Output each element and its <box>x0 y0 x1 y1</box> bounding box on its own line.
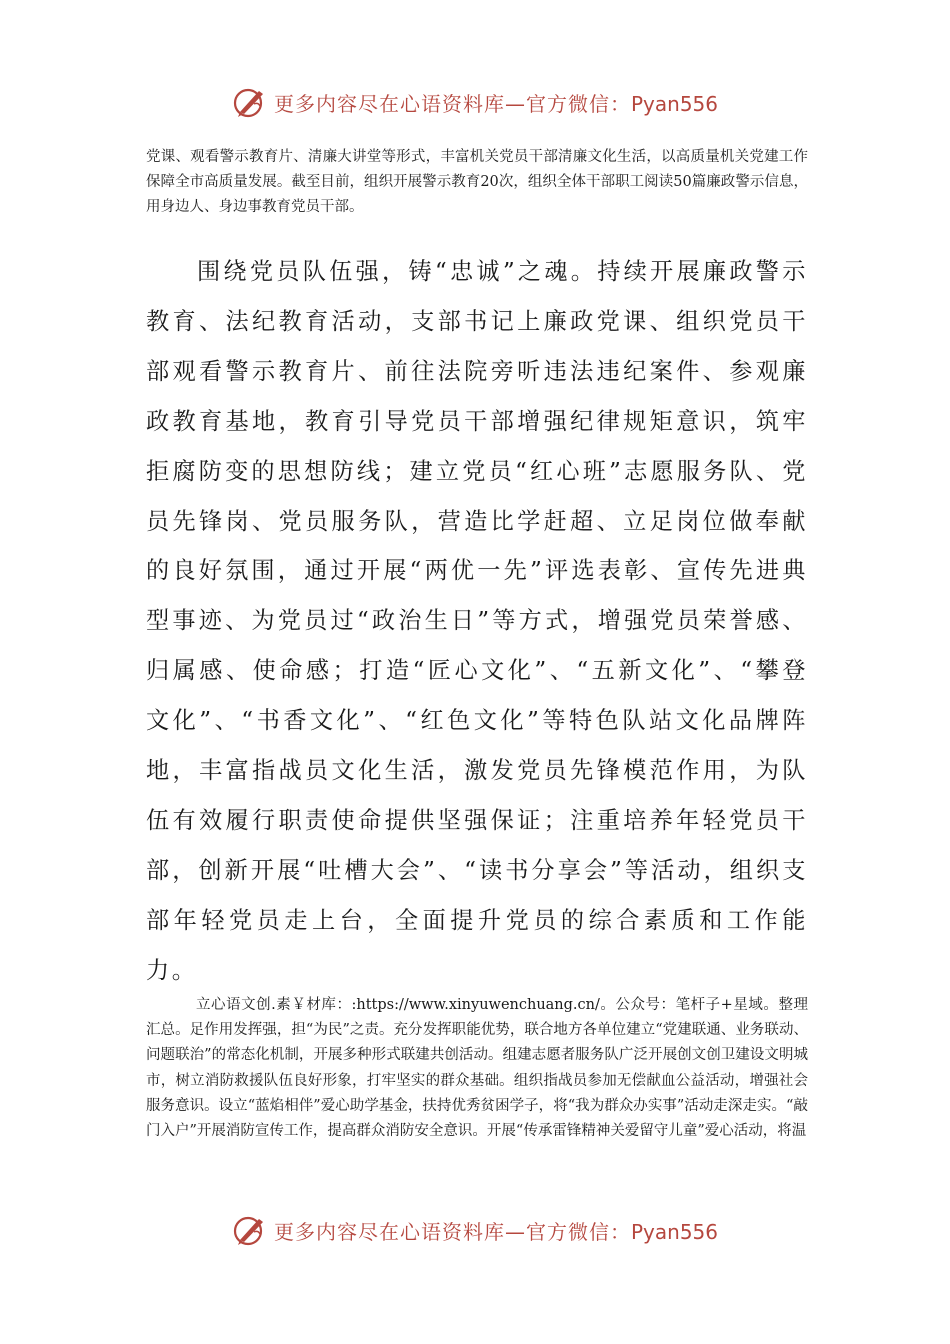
paragraph-2: 围绕党员队伍强，铸“忠诚”之魂。持续开展廉政警示教育、法纪教育活动，支部书记上廉政党课、组织党员干部观看警示教育片、前往法院旁听违法违纪案件、参观廉政教育基地，教育引导党员干部增强纪律规矩意识，筑牢拒腐防变的思想防线；建立党员“红心班”志愿服务队、党员先锋岗、党员服务队，营造比学赶超、立足岗位做奉献的良好氛围，通过开展“两优一先”评选表彰、宣传先进典型事迹、为党员过“政治生日”等方式，增强党员荣誉感、归属感、使命感；打造“匠心文化”、“五新文化”、“攀登文化”、“书香文化”、“红色文化”等特色队站文化品牌阵地，丰富指战员文化生活，激发党员先锋模范作用，为队伍有效履行职责使命提供坚强保证；注重培养年轻党员干部，创新开展“吐槽大会”、“读书分享会”等活动，组织支部年轻党员走上台，全面提升党员的综合素质和工作能力。 <box>146 258 808 984</box>
banner-handle: Pyan556 <box>630 91 718 116</box>
banner-text: 更多内容尽在心语资料库—官方微信：Pyan556 <box>273 1219 718 1244</box>
banner-handle: Pyan556 <box>630 1219 718 1244</box>
paragraph-3: 立心语文创.素￥材库：:https://www.xinyuwenchuang.cn/。公众号：笔杆子+星域。整理汇总。足作用发挥强，担“为民”之责。充分发挥职能优势，联合地方各单位建立“党建联通、业务联动、问题联治”的常态化机制，开展多种形式联建共创活动。组建志愿者服务队广泛开展创文创卫建设文明城市，树立消防救援队伍良好形象，打牢坚实的群众基础。组织指战员参加无偿献血公益活动，增强社会服务意识。设立“蓝焰相伴”爱心助学基金，扶持优秀贫困学子，将“我为群众办实事”活动走深走实。“敲门入户”开展消防宣传工作，提高群众消防安全意识。开展“传承雷锋精神关爱留守儿童”爱心活动，将温 <box>146 997 808 1140</box>
header-banner <box>0 82 950 122</box>
footer-banner <box>0 1210 950 1250</box>
paragraph-1: 党课、观看警示教育片、清廉大讲堂等形式，丰富机关党员干部清廉文化生活，以高质量机关党建工作保障全市高质量发展。截至目前，组织开展警示教育20次，组织全体干部职工阅读50篇廉政警示信息，用身边人、身边事教育党员干部。 <box>146 149 808 216</box>
banner-text: 更多内容尽在心语资料库—官方微信：Pyan556 <box>273 91 718 116</box>
pen-circle-logo-icon <box>232 84 268 120</box>
pen-circle-logo-icon <box>232 1212 268 1248</box>
